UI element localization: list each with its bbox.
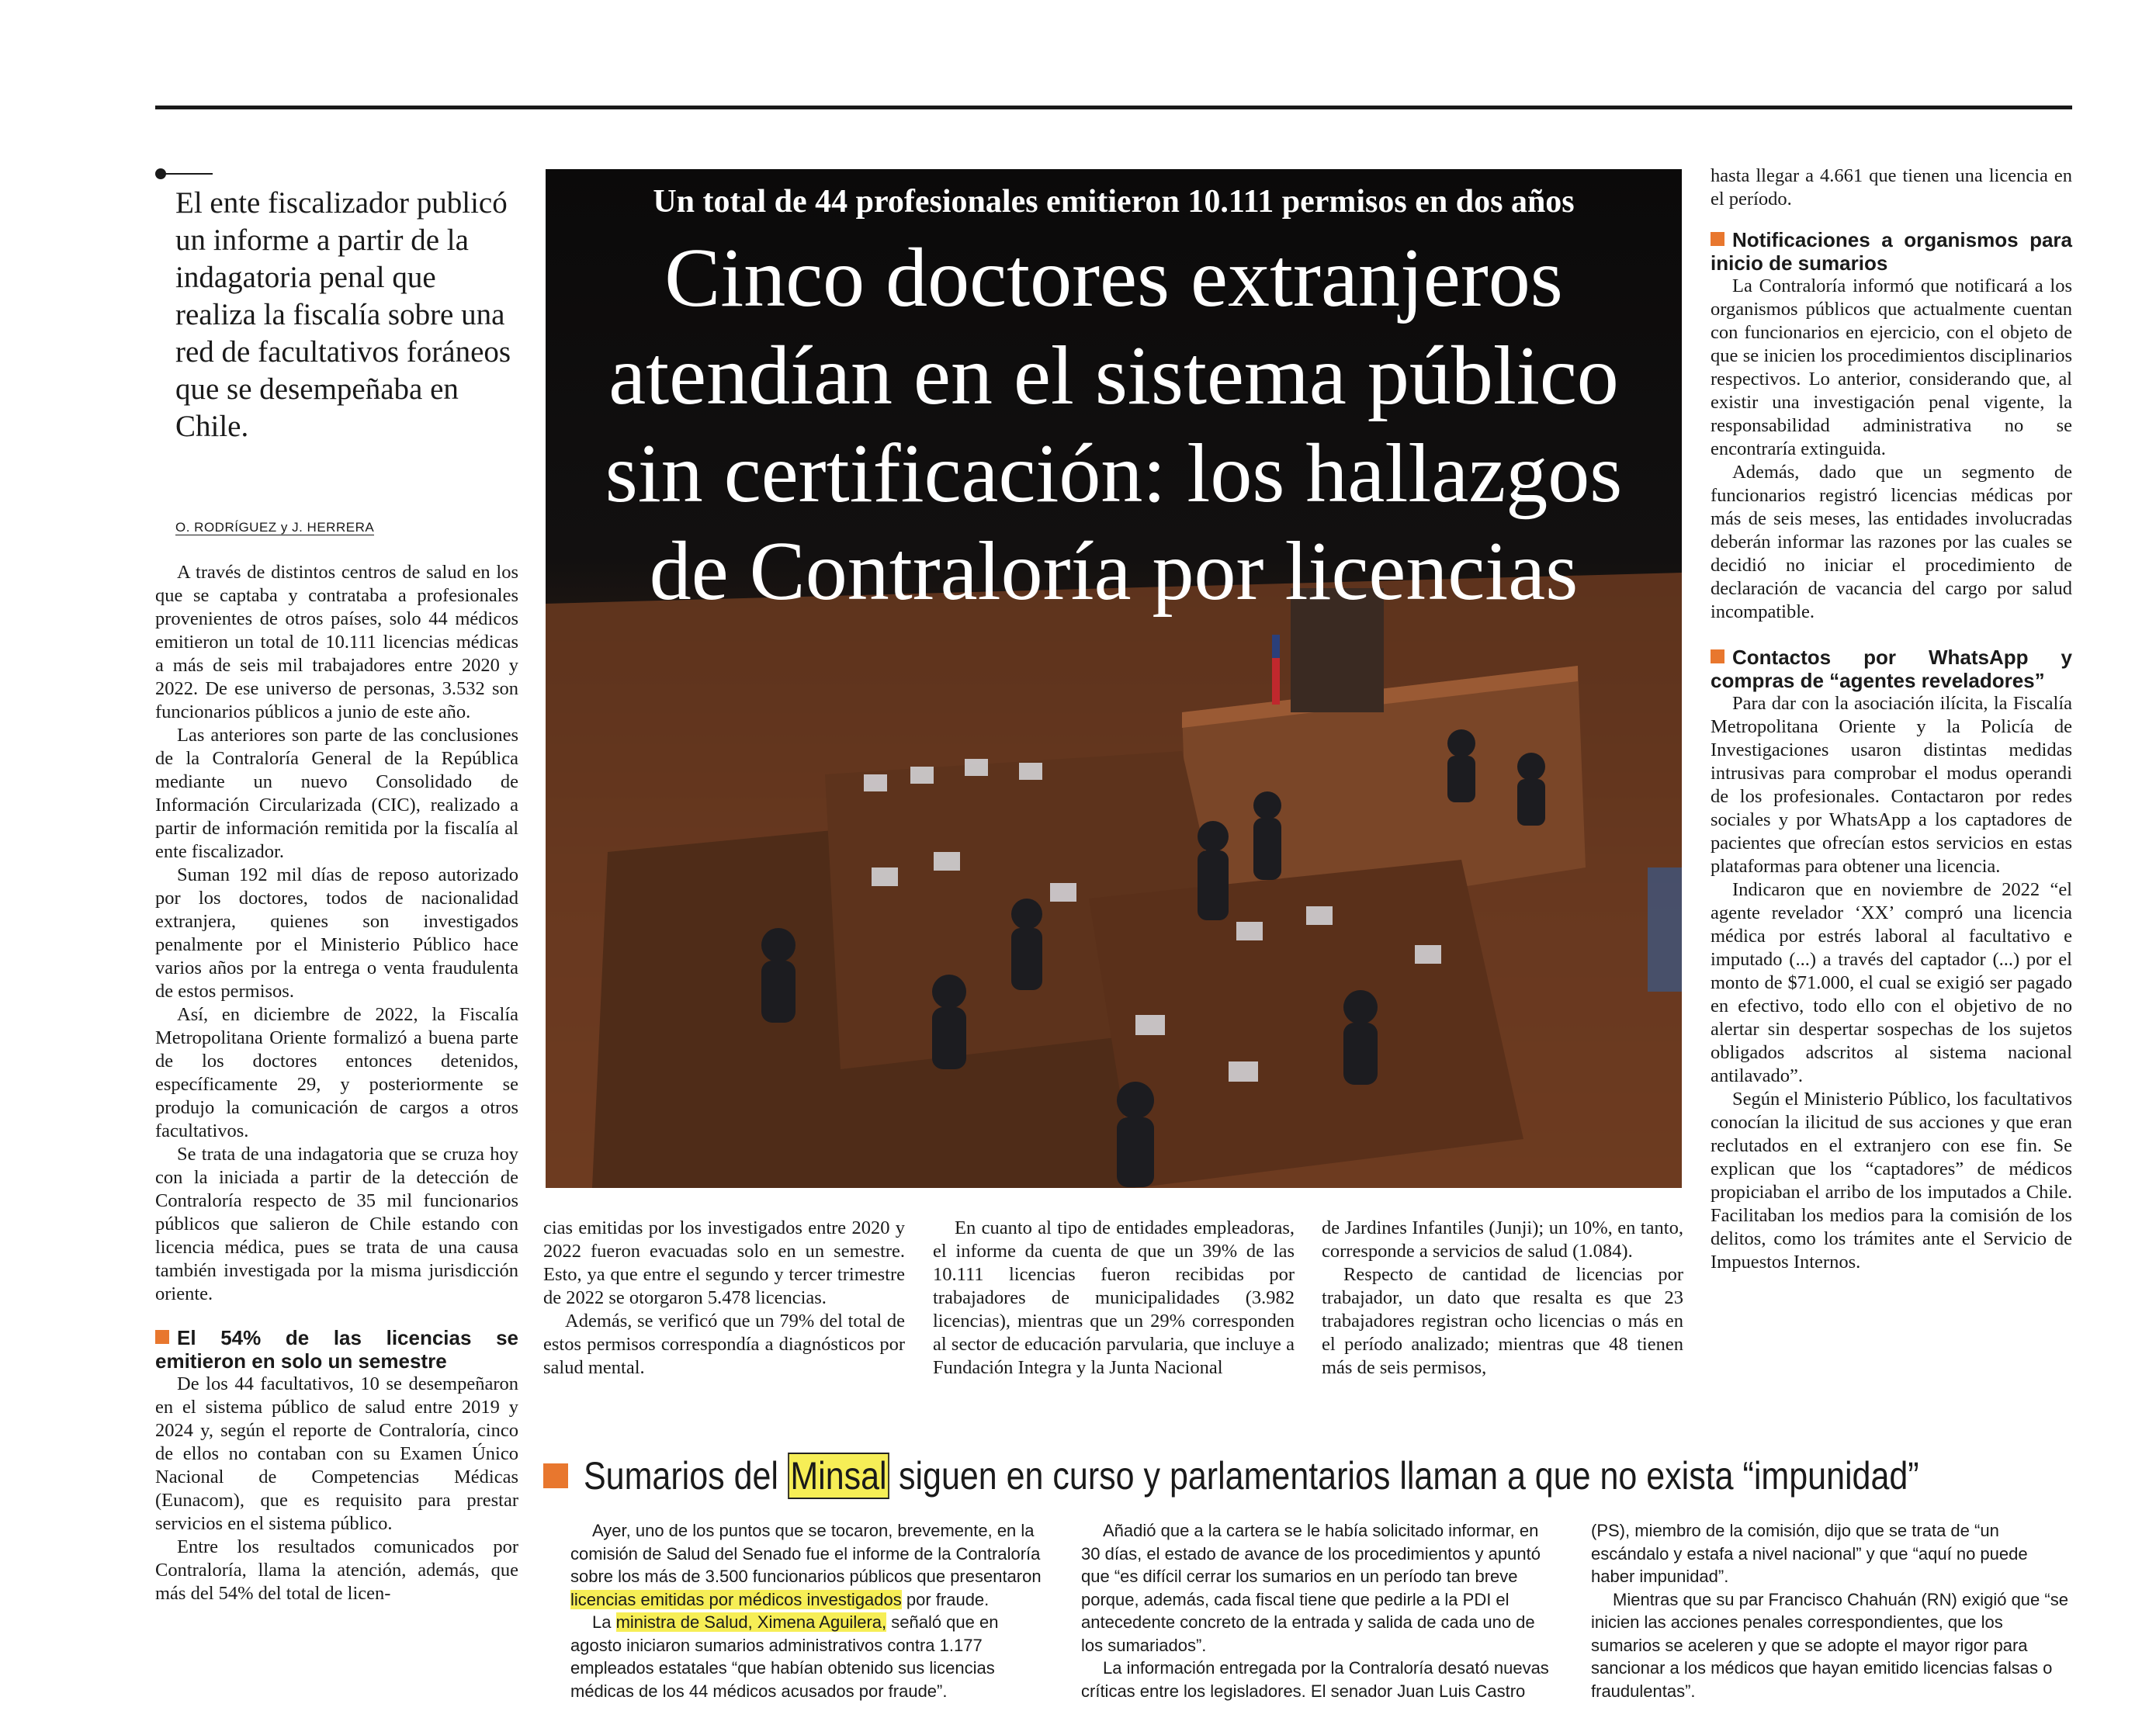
paragraph: de Jardines Infantiles (Junji); un 10%, en tanto, corresponde a servicios de salud (1.084).	[1322, 1217, 1683, 1262]
lead-photo	[546, 169, 1682, 1188]
paragraph: Suman 192 mil días de reposo autorizado por los doctores, todos de nacionalidad extranjera, quienes son investigados penalmente por el Ministerio Público hace varios años por la entrega o venta fraudulenta de estos permisos.	[155, 864, 518, 1002]
column-right	[1711, 164, 2072, 1274]
square-bullet-icon	[1711, 649, 1724, 663]
square-bullet-icon	[155, 1330, 169, 1344]
paragraph: Mientras que su par Francisco Chahuán (RN) exigió que “se inicien las acciones penales correspondientes, que los sumarios se aceleren y que se adopte el mayor rigor para sancionar a los médicos que hayan emitido licencias falsas o fraudulentas”.	[1591, 1589, 2068, 1701]
paragraph: Para dar con la asociación ilícita, la Fiscalía Metropolitana Oriente y la Policía de Investigaciones usaron distintas medidas intrusivas para comprobar el modus operandi de los profesionales. Contactaron por redes sociales y por WhatsApp a los captadores de pacientes que ofrecían estos servicios en estas plataformas para obtener una licencia.	[1711, 693, 2072, 877]
subheading: Contactos por WhatsApp y compras de “agentes reveladores”	[1711, 646, 2072, 692]
bottom-column-1	[570, 1519, 1050, 1702]
column-4	[1322, 1217, 1683, 1380]
paragraph: Ayer, uno de los puntos que se tocaron, brevemente, en la comisión de Salud del Senado fue el informe de la Contraloría sobre los más de 3.500 funcionarios públicos que presentaron licencias emitidas por médicos investigados por fraude.	[570, 1521, 1042, 1609]
headline: Cinco doctores extranjeros atendían en el sistema público sin certificación: los hallazgos de Contraloría por licencias	[605, 232, 1623, 618]
paragraph: Según el Ministerio Público, los facultativos conocían la ilicitud de sus acciones y que eran reclutados en el extranjero con ese fin. Se explican que los “captadores” de médicos propiciaban el arribo de los imputados a Chile. Facilitaban los medios para la comisión de los delitos, como los trámites ante el Servicio de Impuestos Internos.	[1711, 1089, 2072, 1273]
paragraph: La información entregada por la Contraloría desató nuevas críticas entre los legisladores. El senador Juan Luis Castro	[1081, 1658, 1549, 1701]
paragraph: Además, dado que un segmento de funcionarios registró licencias médicas por más de seis meses, las entidades involucradas deberán informar las razones por las cuales se decidió no iniciar el procedimiento de declaración de vacancia del cargo por salud incompatible.	[1711, 462, 2072, 622]
paragraph: Además, se verificó que un 79% del total de estos permisos correspondía a diagnósticos por salud mental.	[543, 1311, 905, 1378]
paragraph: Las anteriores son parte de las conclusiones de la Contraloría General de la República mediante un nuevo Consolidado de Información Circularizada (CIC), realizado a partir de información remitida por la fiscalía al ente fiscalizador.	[155, 725, 518, 862]
square-bullet-icon	[1711, 232, 1724, 246]
paragraph: En cuanto al tipo de entidades empleadoras, el informe da cuenta de que un 39% de las 10.111 licencias fueron recibidas por trabajadores de municipalidades (3.982 licencias), mientras que un 29% corresponden al sector de educación parvularia, que incluye a Fundación Integra y la Junta Nacional	[933, 1217, 1295, 1378]
paragraph: Respecto de cantidad de licencias por trabajador, un dato que resalta es que 23 trabajadores registran ocho licencias o más en el período analizado; mientras que 48 tienen más de seis permisos,	[1322, 1264, 1683, 1378]
square-bullet-icon	[543, 1463, 568, 1488]
article-summary: El ente fiscalizador publicó un informe a partir de la indagatoria penal que realiza la fiscalía sobre una red de facultativos foráneos que se desempeñaba en Chile.	[175, 186, 511, 443]
top-rule	[155, 106, 2072, 109]
paragraph: De los 44 facultativos, 10 se desempeñaron en el sistema público de salud entre 2019 y 2024 y, según el reporte de Contraloría, cinco de ellos no contaban con su Examen Único Nacional de Competencias Médicas (Eunacom), que es requisito para prestar servicios en el sistema público.	[155, 1373, 518, 1534]
paragraph: Entre los resultados comunicados por Contraloría, llama la atención, además, que más del 54% del total de licen-	[155, 1536, 518, 1604]
paragraph: hasta llegar a 4.661 que tienen una licencia en el período.	[1711, 165, 2072, 210]
bottom-column-3	[1591, 1519, 2072, 1702]
bottom-headline: Sumarios del Minsal siguen en curso y parlamentarios llaman a que no exista “impunidad”	[584, 1454, 1919, 1498]
column-1	[155, 561, 518, 1605]
paragraph: A través de distintos centros de salud en los que se captaba y contrataba a profesionales provenientes de otros países, solo 44 médicos emitieron un total de 10.111 licencias médicas a más de seis mil trabajadores entre 2020 y 2022. De ese universo de personas, 3.532 son funcionarios públicos a junio de este año.	[155, 562, 518, 722]
column-2	[543, 1217, 905, 1380]
paragraph: Añadió que a la cartera se le había solicitado informar, en 30 días, el estado de avance de los procedimientos y apuntó que “es difícil cerrar los sumarios en un período tan breve porque, además, cada fiscal tiene que pedirle a la PDI el antecedente concreto de la entrada y salida de cada uno de los sumariados”.	[1081, 1521, 1541, 1655]
paragraph: Indicaron que en noviembre de 2022 “el agente revelador ‘XX’ compró una licencia médica por estrés laboral al facultativo e imputado (...) a través del captador (...) por el monto de $71.000, el cual se exigió ser pagado en efectivo, todo ello con el objetivo de no alertar sin despertar sospechas de los sujetos obligados adscritos al sistema nacional antilavado”.	[1711, 879, 2072, 1086]
bullet-line	[163, 173, 213, 175]
subheading: El 54% de las licencias se emitieron en solo un semestre	[155, 1326, 518, 1373]
paragraph: La Contraloría informó que notificará a los organismos públicos que actualmente cuentan con funcionarios en ejercicio, con el objeto de que se inicien los procedimientos disciplinarios respectivos. Lo anterior, considerando que, al existir una investigación penal vigente, la responsabilidad administrativa no se encontraría extinguida.	[1711, 275, 2072, 459]
paragraph: cias emitidas por los investigados entre 2020 y 2022 fueron evacuadas solo en un semestre. Esto, ya que entre el segundo y tercer trimestre de 2022 se otorgaron 5.478 licencias.	[543, 1217, 905, 1308]
kicker: Un total de 44 profesionales emitieron 10.111 permisos en dos años	[653, 184, 1575, 220]
paragraph: Se trata de una indagatoria que se cruza hoy con la iniciada a partir de la detección de Contraloría respecto de 35 mil funcionarios públicos que salieron de Chile estando con licencia médica, pues se trata de una causa también investigada por la misma jurisdicción oriente.	[155, 1144, 518, 1304]
column-3	[933, 1217, 1295, 1380]
byline: O. RODRÍGUEZ y J. HERRERA	[175, 520, 375, 535]
paragraph: (PS), miembro de la comisión, dijo que se trata de “un escándalo y estafa a nivel nacional” y que “aquí no puede haber impunidad”.	[1591, 1521, 2028, 1586]
paragraph: La ministra de Salud, Ximena Aguilera, señaló que en agosto iniciaron sumarios administrativos contra 1.177 empleados estatales “que habían obtenido sus licencias médicas de los 44 médicos acusados por fraude”.	[570, 1612, 999, 1701]
subheading: Notificaciones a organismos para inicio de sumarios	[1711, 228, 2072, 275]
paragraph: Así, en diciembre de 2022, la Fiscalía Metropolitana Oriente formalizó a buena parte de los doctores entonces detenidos, específicamente 29, y posteriormente se produjo la comunicación de cargos a otros facultativos.	[155, 1004, 518, 1141]
bottom-column-2	[1081, 1519, 1561, 1702]
